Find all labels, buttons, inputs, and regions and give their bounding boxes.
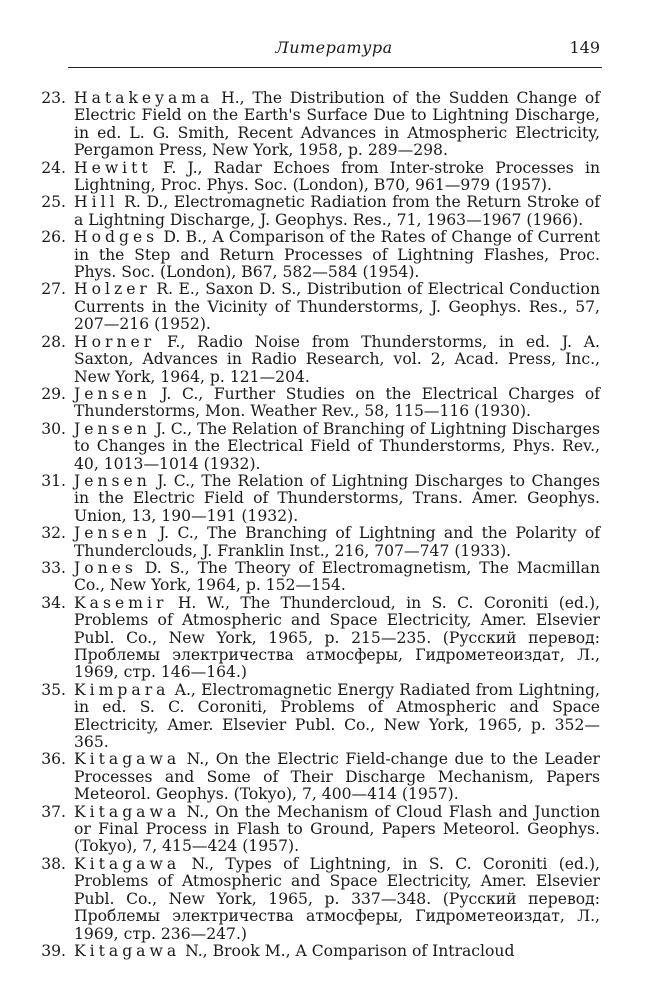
reference-author: Kitagawa — [74, 854, 181, 873]
reference-item — [20, 334, 600, 386]
reference-author: Kitagawa — [74, 750, 181, 769]
reference-text: F., Radio Noise from Thunderstorms, in ed. J. A. Saxton, Advances in Radio Research, vol. 2, Acad. Press, Inc., New York, 1964, p. 121—204. — [74, 332, 600, 386]
reference-text: N., On the Mechanism of Cloud Flash and Junction or Final Process in Flash to Ground, Papers Meteorol. Geophys. (Tokyo), 7, 415—424 (1957). — [74, 802, 600, 856]
reference-text: R. D., Electromagnetic Radiation from the Return Stroke of a Lightning Discharge, J. Geophys. Res., 71, 1963—1967 (1966). — [74, 193, 600, 229]
reference-text: H. W., The Thundercloud, in S. C. Coroniti (ed.), Problems of Atmospheric and Space Electricity, Amer. Elsevier Publ. Co., New York, 1965, p. 215—235. (Русский перевод: Проблемы электричества атмосферы, Гидрометеоиздат, Л., 1969, стр. 146—164.) — [74, 593, 600, 682]
running-title: Литература — [275, 38, 393, 57]
page-header — [68, 38, 600, 60]
reference-author: Hatakeyama — [74, 89, 214, 107]
reference-number: 26. — [41, 228, 66, 247]
reference-item — [20, 525, 600, 560]
reference-number: 28. — [41, 332, 66, 351]
reference-number: 36. — [41, 750, 66, 769]
reference-text: J. C., The Relation of Branching of Lightning Discharges to Changes in the Electrical Field of Thunderstorms, Phys. Rev., 40, 1013—1014 (1932). — [74, 419, 600, 473]
reference-item — [20, 160, 600, 195]
reference-text: N., Types of Lightning, in S. C. Coroniti (ed.), Problems of Atmospheric and Space Electricity, Amer. Elsevier Publ. Co., New York, 1965, p. 337—348. (Русский перевод: Проблемы электричества атмосферы, Гидрометеоиздат, Л., 1969, стр. 236—247.) — [74, 854, 600, 943]
reference-author: Kitagawa — [74, 941, 181, 960]
reference-number: 29. — [41, 384, 66, 403]
reference-author: Hewitt — [74, 158, 152, 177]
reference-number: 32. — [41, 524, 66, 543]
reference-author: Horner — [74, 332, 156, 351]
reference-number: 31. — [41, 471, 66, 490]
reference-text: R. E., Saxon D. S., Distribution of Electrical Conduction Currents in the Vicinity of Thunderstorms, J. Geophys. Res., 57, 207—216 (1952). — [74, 280, 600, 334]
reference-item — [20, 943, 600, 960]
reference-author: Kasemir — [74, 593, 168, 612]
reference-number: 39. — [41, 941, 66, 960]
reference-number: 33. — [41, 558, 66, 577]
reference-author: Jensen — [74, 524, 151, 543]
reference-item — [20, 473, 600, 525]
reference-item — [20, 751, 600, 803]
header-rule — [68, 67, 602, 68]
reference-number: 25. — [41, 193, 66, 212]
reference-author: Jensen — [74, 384, 151, 403]
reference-author: Holzer — [74, 280, 151, 299]
reference-author: Jensen — [74, 471, 151, 490]
reference-author: Hill — [74, 193, 119, 212]
reference-list — [20, 90, 600, 960]
reference-item — [20, 194, 600, 229]
reference-item — [20, 856, 600, 943]
reference-item — [20, 386, 600, 421]
reference-item — [20, 804, 600, 856]
reference-number: 24. — [41, 158, 66, 177]
reference-item — [20, 682, 600, 752]
reference-item — [20, 560, 600, 595]
reference-text: N., On the Electric Field-change due to the Leader Processes and Some of Their Discharge Mechanism, Papers Meteorol. Geophys. (Tokyo), 7, 400—414 (1957). — [74, 750, 600, 804]
reference-item — [20, 595, 600, 682]
reference-item — [20, 421, 600, 473]
reference-number: 38. — [41, 854, 66, 873]
reference-author: Hodges — [74, 228, 159, 247]
reference-number: 37. — [41, 802, 66, 821]
reference-text: J. C., The Relation of Lightning Discharges to Changes in the Electric Field of Thunderstorms, Trans. Amer. Geophys. Union, 13, 190—191 (1932). — [74, 471, 600, 525]
reference-number: 23. — [41, 89, 66, 107]
reference-item — [20, 281, 600, 333]
reference-number: 34. — [41, 593, 66, 612]
reference-number: 35. — [41, 680, 66, 699]
reference-number: 30. — [41, 419, 66, 438]
reference-text: J. C., The Branching of Lightning and the Polarity of Thunderclouds, J. Franklin Inst., 216, 707—747 (1933). — [74, 524, 600, 560]
page-number: 149 — [569, 38, 600, 57]
reference-author: Jones — [74, 558, 137, 577]
reference-text: D. S., The Theory of Electromagnetism, The Macmillan Co., New York, 1964, p. 152—154. — [74, 558, 600, 595]
reference-item — [20, 229, 600, 281]
reference-text: N., Brook M., A Comparison of Intracloud — [180, 941, 515, 960]
reference-number: 27. — [41, 280, 66, 299]
reference-text: D. B., A Comparison of the Rates of Change of Current in the Step and Return Processes of Lightning Flashes, Proc. Phys. Soc. (London), B67, 582—584 (1954). — [74, 228, 600, 282]
reference-text: H., The Distribution of the Sudden Change of Electric Field on the Earth's Surface Due to Lightning Discharge, in ed. L. G. Smith, Recent Advances in Atmospheric Electricity, Pergamon Press, New York, 1958, p. 289—298. — [74, 89, 600, 160]
reference-author: Kitagawa — [74, 802, 181, 821]
reference-item — [20, 90, 600, 160]
reference-text: A., Electromagnetic Energy Radiated from Lightning, in ed. S. C. Coroniti, Problems of Atmospheric and Space Electricity, Amer. Elsevier Publ. Co., New York, 1965, p. 352—365. — [74, 680, 600, 752]
reference-author: Kimpara — [74, 680, 170, 699]
reference-text: J. C., Further Studies on the Electrical Charges of Thunderstorms, Mon. Weather Rev., 58, 115—116 (1930). — [74, 384, 600, 421]
reference-author: Jensen — [74, 419, 151, 438]
reference-text: F. J., Radar Echoes from Inter-stroke Processes in Lightning, Proc. Phys. Soc. (London), B70, 961—979 (1957). — [74, 158, 600, 195]
